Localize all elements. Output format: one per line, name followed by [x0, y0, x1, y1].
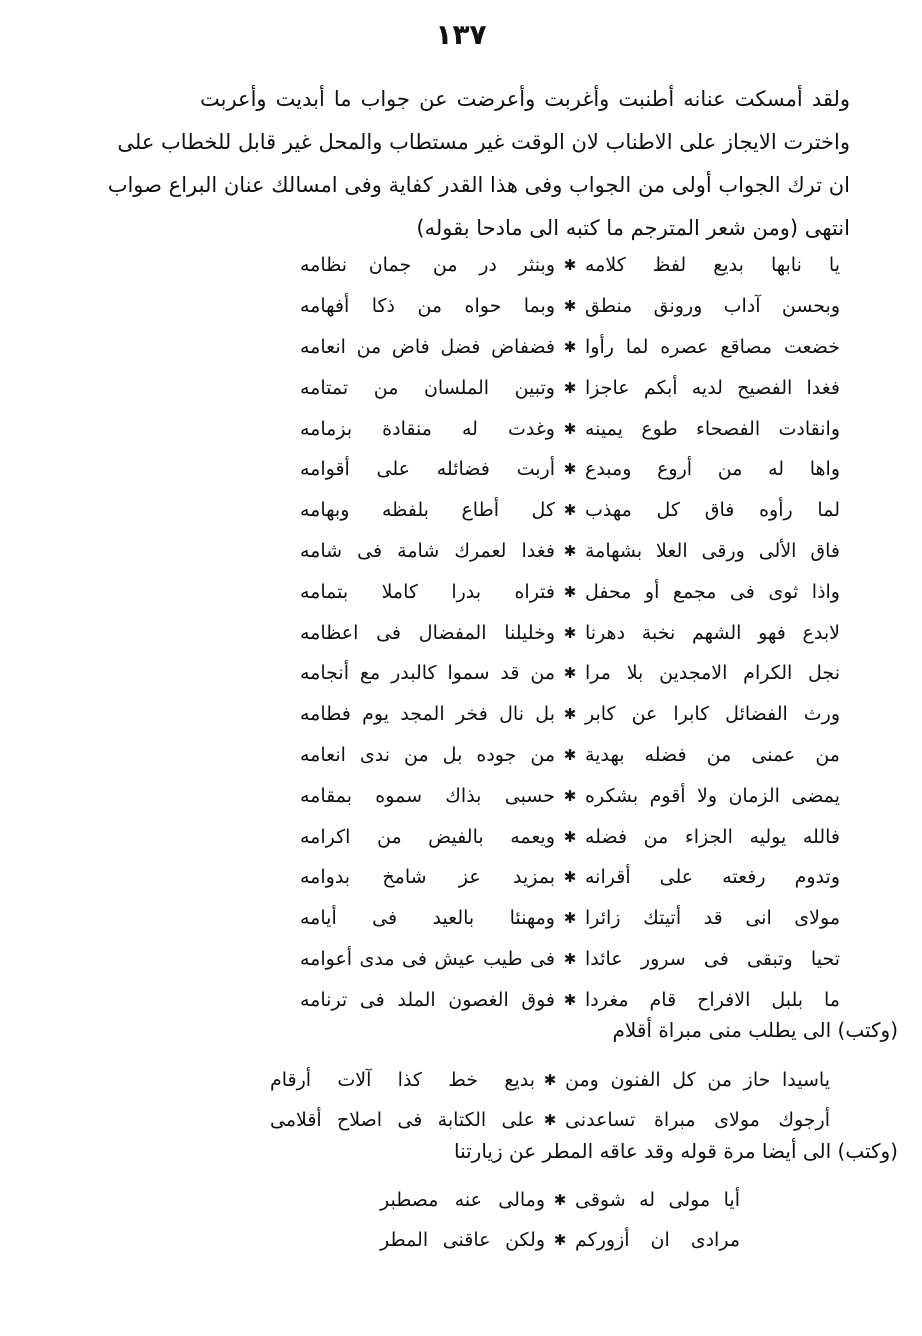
verse [300, 735, 840, 776]
first-hemistich: تحيا وتبقى فى سرور عائدا [585, 947, 840, 970]
star-separator-icon: ✱ [563, 501, 577, 520]
star-separator-icon: ✱ [563, 745, 577, 764]
second-hemistich: وتبين الملسان من تمتامه [300, 376, 555, 399]
first-hemistich: وبحسن آداب ورونق منطق [585, 295, 840, 318]
prose-line: واخترت الايجاز على الاطناب لان الوقت غير مستطاب والمحل غير قابل للخطاب على [117, 130, 850, 154]
star-separator-icon: ✱ [563, 337, 577, 356]
star-separator-icon: ✱ [563, 705, 577, 724]
star-separator-icon: ✱ [563, 623, 577, 642]
second-hemistich: فوق الغصون الملد فى ترنامه [300, 988, 555, 1011]
first-hemistich: وتدوم رفعته على أقرانه [585, 866, 840, 889]
second-hemistich: فى طيب عيش فى مدى أعوامه [300, 947, 555, 970]
star-separator-icon: ✱ [553, 1191, 567, 1209]
second-hemistich: كل أطاع بلفظه وبهامه [300, 499, 555, 522]
second-hemistich: أربت فضائله على أقوامه [300, 458, 555, 481]
verse [300, 612, 840, 653]
first-hemistich: أيا مولى له شوقى [575, 1189, 740, 1211]
first-hemistich: يمضى الزمان ولا أقوم بشكره [585, 784, 840, 807]
first-hemistich: نجل الكرام الامجدين بلا مرا [585, 662, 840, 685]
verse [300, 939, 840, 980]
second-hemistich: فضفاض فضل فاض من انعامه [300, 335, 555, 358]
verse [380, 1220, 740, 1260]
second-hemistich: بديع خط كذا آلات أرقام [270, 1069, 535, 1091]
second-hemistich: بمزيد عز شامخ بدوامه [300, 866, 555, 889]
first-hemistich: خضعت مصاقع عصره لما رأوا [585, 335, 840, 358]
verse [300, 694, 840, 735]
verse [300, 367, 840, 408]
first-hemistich: وانقادت الفصحاء طوع يمينه [585, 417, 840, 440]
first-hemistich: فالله يوليه الجزاء من فضله [585, 825, 840, 848]
second-hemistich: ويعمه بالفيض من اكرامه [300, 825, 555, 848]
star-separator-icon: ✱ [563, 909, 577, 928]
star-separator-icon: ✱ [543, 1111, 557, 1129]
star-separator-icon: ✱ [563, 827, 577, 846]
verse [300, 857, 840, 898]
prose-line: انتهى (ومن شعر المترجم ما كتبه الى مادحا بقوله) [416, 216, 850, 240]
first-hemistich: مرادى ان أزوركم [575, 1229, 740, 1251]
second-hemistich: ولكن عاقنى المطر [380, 1229, 545, 1251]
second-hemistich: من قد سموا كالبدر مع أنجامه [300, 662, 555, 685]
star-separator-icon: ✱ [563, 460, 577, 479]
verse [300, 816, 840, 857]
second-hemistich: وغدت له منقادة بزمامه [300, 417, 555, 440]
second-hemistich: حسبى بذاك سموه بمقامه [300, 784, 555, 807]
section-heading: (وكتب) الى أيضا مرة قوله وقد عاقه المطر عن زيارتنا [453, 1139, 898, 1163]
second-hemistich: وخليلنا المفضال فى اعظامه [300, 621, 555, 644]
star-separator-icon: ✱ [563, 664, 577, 683]
second-hemistich: وبنثر در من جمان نظامه [300, 254, 555, 277]
verse [270, 1100, 830, 1140]
star-separator-icon: ✱ [563, 419, 577, 438]
poem-pen-sharpener [270, 1060, 830, 1140]
first-hemistich: لما رأوه فاق كل مهذب [585, 499, 840, 522]
verse [300, 490, 840, 531]
star-separator-icon: ✱ [563, 949, 577, 968]
second-hemistich: ومالى عنه مصطبر [380, 1189, 545, 1211]
first-hemistich: فاق الألى ورقى العلا بشهامة [585, 539, 840, 562]
star-separator-icon: ✱ [563, 786, 577, 805]
star-separator-icon: ✱ [563, 868, 577, 887]
verse [300, 571, 840, 612]
verse [300, 449, 840, 490]
second-hemistich: على الكتابة فى اصلاح أقلامى [270, 1109, 535, 1131]
verse [300, 286, 840, 327]
star-separator-icon: ✱ [543, 1071, 557, 1089]
verse [300, 531, 840, 572]
star-separator-icon: ✱ [563, 297, 577, 316]
first-hemistich: لابدع فهو الشهم نخبة دهرنا [585, 621, 840, 644]
first-hemistich: ما بلبل الافراح قام مغردا [585, 988, 840, 1011]
first-hemistich: ياسيدا حاز من كل الفنون ومن [565, 1069, 830, 1091]
prose-line: ولقد أمسكت عنانه أطنبت وأغربت وأعرضت عن جواب ما أبديت وأعربت [200, 87, 850, 111]
second-hemistich: وبما حواه من ذكا أفهامه [300, 295, 555, 318]
verse [300, 245, 840, 286]
star-separator-icon: ✱ [553, 1231, 567, 1249]
second-hemistich: فتراه بدرا كاملا بتمامه [300, 580, 555, 603]
second-hemistich: فغدا لعمرك شامة فى شامه [300, 539, 555, 562]
poem-rain [380, 1180, 740, 1260]
star-separator-icon: ✱ [563, 378, 577, 397]
section-heading: (وكتب) الى يطلب منى مبراة أقلام [612, 1018, 898, 1042]
verse [300, 979, 840, 1020]
verse [300, 775, 840, 816]
second-hemistich: من جوده بل من ندى انعامه [300, 743, 555, 766]
first-hemistich: واها له من أروع ومبدع [585, 458, 840, 481]
page-number: ١٣٧ [435, 18, 487, 51]
second-hemistich: بل نال فخر المجد يوم فطامه [300, 703, 555, 726]
first-hemistich: يا نابها بديع لفظ كلامه [585, 254, 840, 277]
star-separator-icon: ✱ [563, 256, 577, 275]
poem-praise [300, 245, 840, 1020]
star-separator-icon: ✱ [563, 990, 577, 1009]
second-hemistich: ومهنئا بالعيد فى أيامه [300, 907, 555, 930]
verse [300, 408, 840, 449]
first-hemistich: أرجوك مولاى مبراة تساعدنى [565, 1109, 830, 1131]
verse [270, 1060, 830, 1100]
intro-paragraph [107, 78, 850, 250]
verse [300, 653, 840, 694]
verse [300, 898, 840, 939]
verse [380, 1180, 740, 1220]
first-hemistich: من عمنى من فضله بهدية [585, 743, 840, 766]
first-hemistich: فغدا الفصيح لديه أبكم عاجزا [585, 376, 840, 399]
star-separator-icon: ✱ [563, 541, 577, 560]
first-hemistich: ورث الفضائل كابرا عن كابر [585, 703, 840, 726]
first-hemistich: واذا ثوى فى مجمع أو محفل [585, 580, 840, 603]
verse [300, 327, 840, 368]
star-separator-icon: ✱ [563, 582, 577, 601]
prose-line: ان ترك الجواب أولى من الجواب وفى هذا القدر كفاية وفى امسالك عنان البراع صواب [107, 173, 850, 197]
first-hemistich: مولاى انى قد أتيتك زائرا [585, 907, 840, 930]
